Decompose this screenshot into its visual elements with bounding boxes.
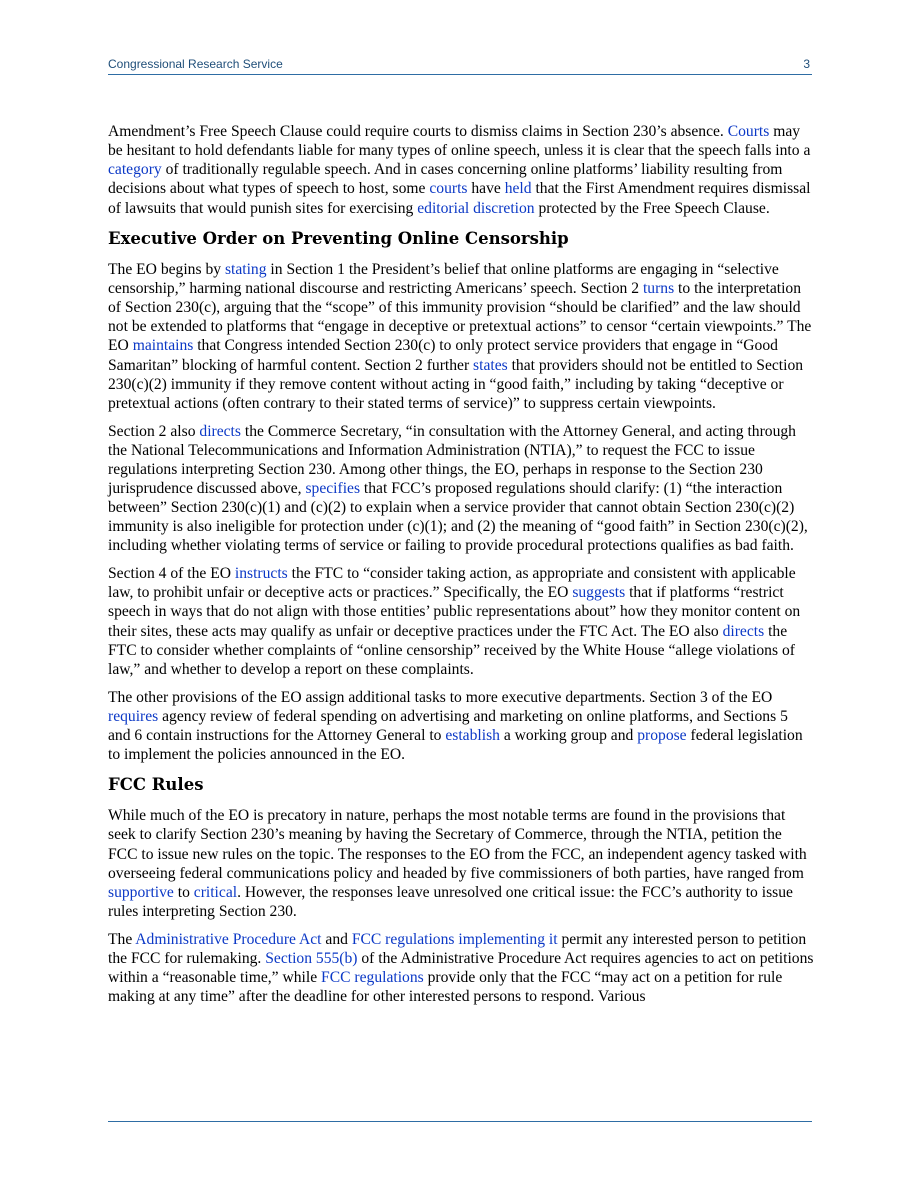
link-courts-2[interactable]: courts	[429, 180, 468, 198]
text: a working group and	[499, 726, 638, 744]
link-maintains[interactable]: maintains	[132, 337, 194, 355]
text: the Commerce Secretary, “in consultation with the Attorney General, and acting through the National Telecommunications and Information Administration (NTIA),” to request the FCC to issue regulations interpreting Section 230. Among other things, the EO, perhaps in response to the Section 230 jurisprudence discussed above,	[108, 422, 796, 497]
page-number: 3	[803, 57, 810, 71]
text: the FTC to consider whether complaints of “online censorship” received by the White House “allege violations of law,” and whether to develop a report on these complaints.	[108, 622, 795, 678]
text: federal legislation to implement the policies announced in the EO.	[108, 726, 803, 764]
text: of the Administrative Procedure Act requires agencies to act on petitions within a “reasonable time,” while	[108, 949, 814, 986]
text: While much of the EO is precatory in nature, perhaps the most notable terms are found in the provisions that seek to clarify Section 230’s meaning by having the Secretary of Commerce, through the NTIA, petition the FCC to issue new rules on the topic. The responses to the EO from the FCC, an independent agency tasked with overseeing federal communications policy and headed by five commissioners of both parties, have ranged from	[108, 807, 807, 882]
text: permit any interested person to petition the FCC for rulemaking.	[108, 930, 807, 967]
link-section-555b[interactable]: Section 555(b)	[265, 949, 358, 967]
section-heading: Executive Order on Preventing Online Censorship	[108, 228, 569, 248]
paragraph	[108, 688, 814, 765]
paragraph	[108, 806, 814, 921]
section-heading: FCC Rules	[108, 775, 204, 795]
link-directs-2[interactable]: directs	[722, 622, 765, 640]
text: Section 2 also	[108, 422, 200, 440]
text: in Section 1 the President’s belief that online platforms are engaging in “selective censorship,” harming national discourse and restricting Americans’ speech. Section 2	[108, 260, 779, 297]
link-propose[interactable]: propose	[637, 726, 687, 744]
text: . However, the responses leave unresolved one critical issue: the FCC’s authority to issue rules interpreting Section 230.	[108, 883, 793, 920]
link-held[interactable]: held	[504, 180, 532, 198]
text: the FTC to “consider taking action, as appropriate and consistent with applicable law, to prohibit unfair or deceptive acts or practices.” Specifically, the EO	[108, 565, 796, 602]
link-establish[interactable]: establish	[445, 726, 500, 744]
text: The other provisions of the EO assign additional tasks to more executive departments. Section 3 of the EO	[108, 688, 773, 706]
text: have	[467, 180, 505, 198]
text: may be hesitant to hold defendants liable for many types of online speech, unless it is clear that the speech falls into a	[108, 123, 811, 160]
page-header	[108, 56, 812, 75]
paragraph	[108, 930, 814, 1007]
text: to the interpretation of Section 230(c), arguing that the “scope” of this immunity provision “should be clarified” and the law should not be extended to platforms that “engage in deceptive or pretextual actions” to censor “certain viewpoints.” The EO	[108, 279, 812, 355]
link-specifies[interactable]: specifies	[305, 480, 361, 497]
link-turns[interactable]: turns	[642, 279, 675, 297]
footer-rule	[108, 1121, 812, 1122]
text: Amendment’s Free Speech Clause could require courts to dismiss claims in Section 230’s absence.	[108, 123, 728, 140]
paragraph	[108, 564, 814, 679]
document-body	[108, 122, 814, 1015]
link-suggests[interactable]: suggests	[572, 584, 626, 602]
text: that providers should not be entitled to Section 230(c)(2) immunity if they remove content without acting in “good faith,” including by taking “deceptive or pretextual actions (often contrary to their stated terms of service)” to suppress certain viewpoints.	[108, 356, 804, 412]
text: The	[108, 930, 136, 948]
link-supportive[interactable]: supportive	[108, 883, 174, 901]
text: to	[173, 883, 194, 901]
org-name: Congressional Research Service	[108, 57, 283, 71]
text: protected by the Free Speech Clause.	[534, 199, 770, 217]
link-editorial-discretion[interactable]: editorial discretion	[417, 199, 535, 217]
text: The EO begins by	[108, 260, 225, 278]
link-fcc-regulations-implementing-it[interactable]: FCC regulations implementing it	[351, 930, 558, 948]
link-directs[interactable]: directs	[199, 422, 241, 440]
link-states[interactable]: states	[473, 356, 508, 374]
link-requires[interactable]: requires	[108, 707, 159, 725]
link-courts[interactable]: Courts	[727, 123, 770, 140]
text: that Congress intended Section 230(c) to only protect service providers that engage in “Good Samaritan” blocking of harmful content. Section 2 further	[108, 337, 778, 374]
link-critical[interactable]: critical	[193, 883, 238, 901]
text: and	[321, 930, 352, 948]
text: of traditionally regulable speech. And in cases concerning online platforms’ liability resulting from decisions about what types of speech to host, some	[108, 161, 783, 198]
text: that if platforms “restrict speech in ways that do not align with those entities’ public representations about” how they monitor content on their sites, these acts may qualify as unfair or deceptive practices under the FTC Act. The EO also	[108, 584, 801, 640]
link-instructs[interactable]: instructs	[234, 565, 288, 583]
link-category[interactable]: category	[108, 161, 162, 179]
link-stating[interactable]: stating	[224, 260, 267, 278]
link-fcc-regulations[interactable]: FCC regulations	[321, 968, 424, 986]
text: Section 4 of the EO	[108, 565, 235, 583]
paragraph	[108, 122, 814, 218]
text: agency review of federal spending on advertising and marketing on online platforms, and Sections 5 and 6 contain instructions for the Attorney General to	[108, 707, 788, 744]
paragraph	[108, 422, 814, 556]
link-administrative-procedure-act[interactable]: Administrative Procedure Act	[135, 930, 322, 948]
text: that FCC’s proposed regulations should clarify: (1) “the interaction between” Section 230(c)(1) and (c)(2) to explain when a service provider that cannot obtain Section 230(c)(2) immunity is also ineligible for protection under (c)(1); and (2) the meaning of “good faith” in Section 230(c)(2), including whether violating terms of service or failing to provide procedural protections qualifies as bad faith.	[108, 480, 808, 555]
text: that the First Amendment requires dismissal of lawsuits that would punish sites for exercising	[108, 180, 811, 217]
paragraph	[108, 260, 814, 413]
text: provide only that the FCC “may act on a petition for rule making at any time” after the deadline for other interested persons to respond. Various	[108, 968, 783, 1006]
